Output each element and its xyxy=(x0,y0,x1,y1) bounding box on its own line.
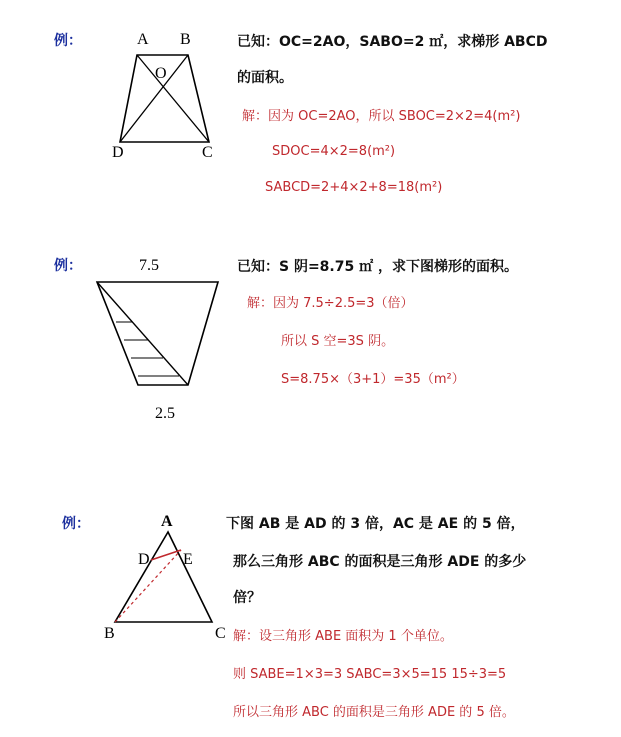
tri-point-d-label: D xyxy=(138,551,150,568)
point-b-label: B xyxy=(180,31,191,48)
point-o-label: O xyxy=(155,65,167,82)
point-a-label: A xyxy=(137,31,149,48)
question-1-line-2: 的面积。 xyxy=(237,70,293,86)
answer-2-line-3: S=8.75×（3+1）=35（m²） xyxy=(281,372,465,387)
answer-1-line-2: SDOC=4×2=8(m²) xyxy=(272,144,396,159)
answer-2-line-1: 解：因为 7.5÷2.5=3（倍） xyxy=(247,296,414,311)
tri-point-b-label: B xyxy=(104,625,115,642)
tri-point-c-label: C xyxy=(215,625,226,642)
answer-3-line-2: 则 SABE=1×3=3 SABC=3×5=15 15÷3=5 xyxy=(233,667,507,682)
tri-point-a-label: A xyxy=(161,513,173,530)
question-3-line-2: 那么三角形 ABC 的面积是三角形 ADE 的多少 xyxy=(233,554,527,570)
bottom-length-label: 2.5 xyxy=(155,405,175,422)
answer-1-line-3: SABCD=2+4×2+8=18(m²) xyxy=(265,180,443,195)
answer-2-line-2: 所以 S 空=3S 阴。 xyxy=(281,334,395,349)
question-3-line-3: 倍？ xyxy=(233,590,261,606)
question-1-line-1: 已知：OC=2AO，SABO=2 ㎡，求梯形 ABCD xyxy=(237,34,548,50)
question-2: 已知：S 阴=8.75 ㎡ ，求下图梯形的面积。 xyxy=(237,259,518,275)
answer-3-line-3: 所以三角形 ABC 的面积是三角形 ADE 的 5 倍。 xyxy=(233,705,515,720)
answer-3-line-1: 解：设三角形 ABE 面积为 1 个单位。 xyxy=(233,629,453,644)
point-d-label: D xyxy=(112,144,124,161)
example-label-2: 例： xyxy=(54,258,82,274)
answer-1-line-1: 解：因为 OC=2AO，所以 SBOC=2×2=4(m²) xyxy=(242,109,521,124)
point-c-label: C xyxy=(202,144,213,161)
example-label-1: 例： xyxy=(54,33,82,49)
question-3-line-1: 下图 AB 是 AD 的 3 倍，AC 是 AE 的 5 倍， xyxy=(226,516,525,532)
top-length-label: 7.5 xyxy=(139,257,159,274)
tri-point-e-label: E xyxy=(183,551,193,568)
example-label-3: 例： xyxy=(62,516,90,532)
